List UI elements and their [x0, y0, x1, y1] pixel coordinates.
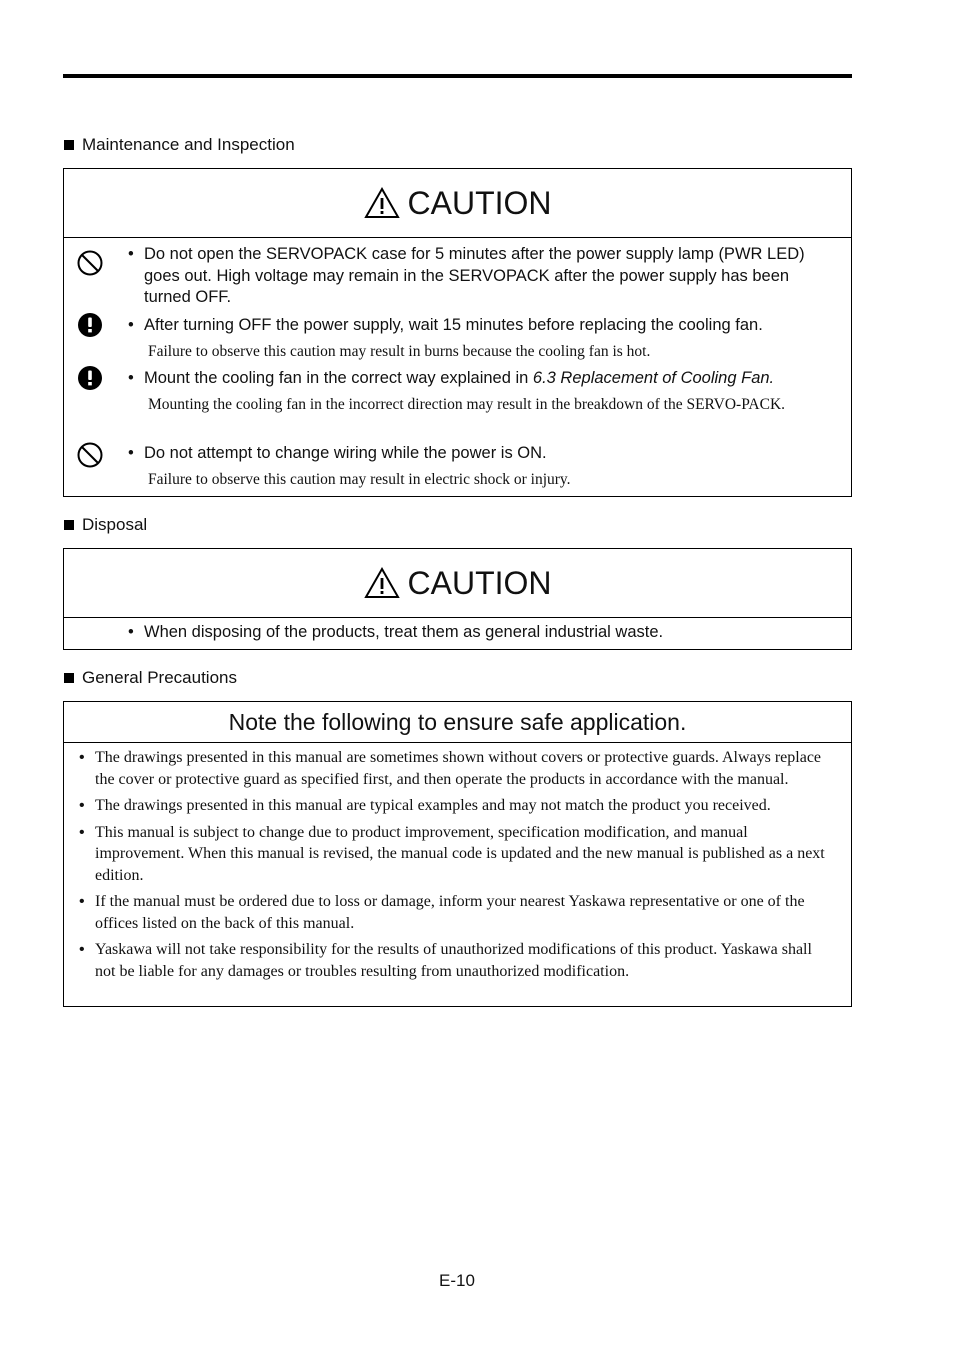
bullet-dot: •: [128, 316, 134, 334]
top-rule: [63, 74, 852, 78]
cross-reference: 6.3 Replacement of Cooling Fan.: [532, 369, 775, 387]
note-item: [79, 795, 831, 817]
bullet-dot: •: [79, 823, 85, 841]
section-heading-text: Disposal: [82, 515, 148, 534]
page-number: E-10: [439, 1271, 475, 1290]
caution-item-text: [128, 622, 837, 644]
bullet-dot: •: [79, 797, 85, 814]
note-item-text: The drawings presented in this manual are sometimes shown without covers or protective guards. Always replace the cover or protective guard as specified first, and then operate the products in accordance with the manual.: [95, 749, 822, 788]
bullet-dot: •: [128, 623, 134, 641]
note-item: [79, 822, 831, 887]
caution-consequence: Failure to observe this caution may result in burns because the cooling fan is hot.: [148, 342, 651, 360]
prohibited-icon: [76, 441, 104, 469]
note-item-text: Yaskawa will not take responsibility for the results of unauthorized modifications of this product. Yaskawa shall not be liable for any damages or troubles resulting from unauthorized modification.: [95, 941, 812, 980]
caution-item-text: [128, 244, 837, 309]
caution-item-text: [128, 443, 837, 465]
warning-triangle-icon: [364, 567, 400, 599]
caution-item-text-content: Do not attempt to change wiring while the power is ON.: [144, 444, 547, 462]
bullet-dot: •: [128, 369, 134, 387]
caution-title: CAUTION: [407, 185, 552, 221]
mandatory-icon: [77, 312, 103, 338]
caution-item-text-content: When disposing of the products, treat them as general industrial waste.: [144, 623, 664, 641]
caution-box-maintenance: [63, 168, 852, 497]
caution-item-text-content: Mount the cooling fan in the correct way explained in: [144, 369, 533, 387]
caution-item: [64, 443, 851, 490]
note-item-text: If the manual must be ordered due to loss or damage, inform your nearest Yaskawa representative or one of the offices listed on the back of this manual.: [95, 893, 805, 932]
caution-consequence: Failure to observe this caution may result in electric shock or injury.: [148, 470, 571, 488]
section-heading-text: Maintenance and Inspection: [82, 135, 295, 154]
note-item: [79, 891, 831, 934]
bullet-dot: •: [79, 749, 85, 766]
caution-header: [64, 549, 851, 618]
section-heading-general: [64, 668, 237, 688]
caution-item-text-content: Do not open the SERVOPACK case for 5 minutes after the power supply lamp (PWR LED) goes out. High voltage may remain in the SERVOPACK after the power supply has been turned OFF.: [144, 245, 805, 306]
warning-triangle-icon: [364, 187, 400, 219]
section-heading-text: General Precautions: [82, 668, 237, 687]
note-title: Note the following to ensure safe application.: [64, 702, 851, 743]
square-bullet-icon: [64, 520, 74, 530]
note-box-general: [63, 701, 852, 1007]
caution-item: [64, 244, 851, 309]
mandatory-icon: [77, 365, 103, 391]
bullet-dot: •: [128, 444, 134, 462]
note-item: [79, 747, 831, 790]
bullet-dot: •: [128, 245, 134, 263]
note-item-text: This manual is subject to change due to product improvement, specification modification, and manual improvement. When this manual is revised, the manual code is updated and the new manual is published as a next edition.: [95, 823, 825, 884]
section-heading-disposal: [64, 515, 147, 535]
caution-item-text: [128, 315, 837, 337]
square-bullet-icon: [64, 140, 74, 150]
caution-consequence: Mounting the cooling fan in the incorrect direction may result in the breakdown of the SERVO-PACK.: [148, 395, 786, 413]
prohibited-icon: [76, 249, 104, 277]
square-bullet-icon: [64, 673, 74, 683]
bullet-dot: •: [79, 941, 85, 958]
caution-header: [64, 169, 851, 238]
note-item: [79, 939, 831, 982]
section-heading-maintenance: [64, 135, 295, 155]
bullet-dot: •: [79, 893, 85, 910]
caution-item: [64, 315, 851, 362]
caution-title: CAUTION: [407, 565, 552, 601]
caution-item-text-content: After turning OFF the power supply, wait 15 minutes before replacing the cooling fan.: [144, 316, 763, 334]
caution-box-disposal: [63, 548, 852, 650]
note-item-text: The drawings presented in this manual are typical examples and may not match the product you received.: [95, 797, 771, 814]
caution-item-text: [128, 368, 837, 390]
caution-item: [64, 368, 851, 415]
